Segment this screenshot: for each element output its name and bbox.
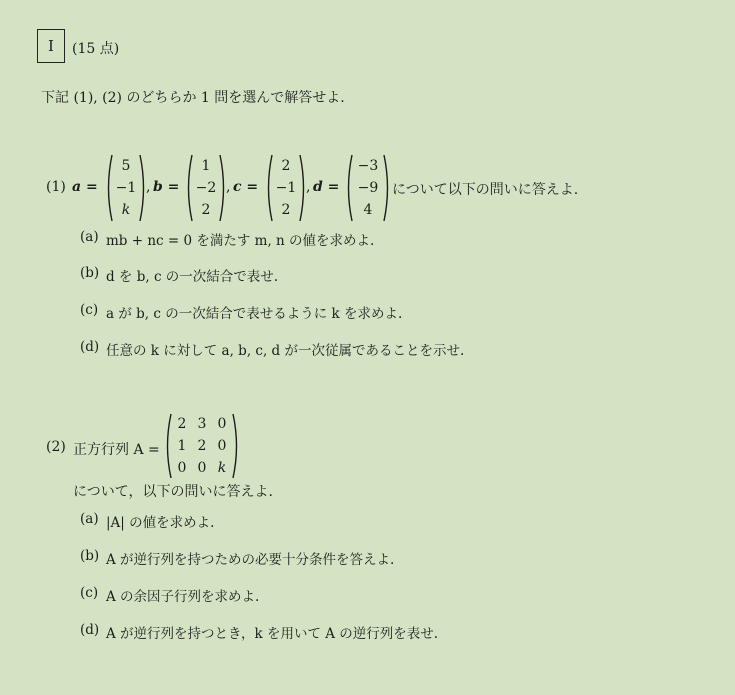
left-paren — [184, 154, 193, 222]
q1-number: (1) — [46, 179, 66, 195]
q2-part-c-label: (c) — [80, 585, 99, 601]
q1-part-b-text: d を b, c の一次結合で表せ. — [106, 269, 279, 285]
vector-b-entry-1: 1 — [201, 158, 211, 174]
q1-part-c-text: a が b, c の一次結合で表せるように k を求めよ. — [106, 306, 403, 322]
vector-d-entry-3: 4 — [363, 202, 373, 218]
matrix-entry-2-1: 1 — [177, 438, 187, 454]
matrix-entry-1-1: 2 — [177, 416, 187, 432]
q1-lead: について以下の問いに答えよ. — [392, 182, 579, 198]
problem-number-box — [37, 29, 65, 63]
left-paren — [264, 154, 273, 222]
problem-number: I — [48, 37, 54, 55]
right-paren — [232, 413, 241, 479]
vector-c-entry-2: −1 — [275, 180, 297, 196]
matrix-entry-1-2: 3 — [197, 416, 207, 432]
q2-part-b-label: (b) — [80, 548, 100, 564]
vector-c-entries — [273, 154, 299, 222]
vector-c — [264, 154, 311, 222]
vector-d-entry-1: −3 — [357, 158, 379, 174]
matrix-column-3 — [212, 413, 232, 479]
points-label: (15 点) — [72, 41, 120, 57]
q1-part-a-label: (a) — [80, 229, 99, 245]
q2-part-a-text: |A| の値を求めよ. — [106, 515, 215, 531]
vector-c-entry-3: 2 — [281, 202, 291, 218]
vector-d-entries — [353, 154, 383, 222]
vector-c-label: c = — [233, 179, 259, 195]
separator-comma: , — [306, 179, 311, 195]
matrix-column-2 — [192, 413, 212, 479]
q1-part-d-text: 任意の k に対して a, b, c, d が一次従属であることを示せ. — [106, 343, 465, 359]
vector-a-entry-1: 5 — [121, 158, 131, 174]
vector-a-entry-3: k — [121, 202, 131, 218]
matrix-entry-1-3: 0 — [217, 416, 227, 432]
separator-comma: , — [146, 179, 151, 195]
matrix-column-1 — [172, 413, 192, 479]
q2-part-a-label: (a) — [80, 511, 99, 527]
left-paren — [163, 413, 172, 479]
matrix-entry-3-3: k — [217, 460, 227, 476]
vector-d-entry-2: −9 — [357, 180, 379, 196]
vector-b-label: b = — [153, 179, 180, 195]
left-paren — [104, 154, 113, 222]
q2-part-d-text: A が逆行列を持つとき，k を用いて A の逆行列を表せ. — [106, 626, 439, 642]
instructions: 下記 (1), (2) のどちらか 1 問を選んで解答せよ. — [41, 90, 345, 106]
q2-lead: について，以下の問いに答えよ. — [73, 484, 273, 500]
q1-part-a-text: mb + nc = 0 を満たす m, n の値を求めよ. — [106, 233, 375, 249]
vector-a-entry-2: −1 — [115, 180, 137, 196]
vector-b — [184, 154, 231, 222]
vector-d — [344, 154, 392, 222]
matrix-entry-2-3: 0 — [217, 438, 227, 454]
q2-number: (2) — [46, 439, 66, 455]
vector-b-entry-2: −2 — [195, 180, 217, 196]
right-paren — [383, 154, 392, 222]
vector-c-entry-1: 2 — [281, 158, 291, 174]
vector-b-entries — [193, 154, 219, 222]
q1-part-c-label: (c) — [80, 302, 99, 318]
matrix-entry-2-2: 2 — [197, 438, 207, 454]
q2-intro: 正方行列 A = — [73, 442, 160, 458]
vector-d-label: d = — [313, 179, 340, 195]
q2-part-c-text: A の余因子行列を求めよ. — [106, 589, 260, 605]
matrix-A — [163, 413, 241, 479]
background-ghost-text-1 — [330, 55, 337, 80]
q2-part-b-text: A が逆行列を持つための必要十分条件を答えよ. — [106, 552, 395, 568]
matrix-entry-3-2: 0 — [197, 460, 207, 476]
vector-a-label: a = — [72, 179, 98, 195]
vector-a-entries — [113, 154, 139, 222]
q1-part-d-label: (d) — [80, 339, 100, 355]
left-paren — [344, 154, 353, 222]
q1-part-b-label: (b) — [80, 265, 100, 281]
vector-b-entry-3: 2 — [201, 202, 211, 218]
separator-comma: , — [226, 179, 231, 195]
matrix-entry-3-1: 0 — [177, 460, 187, 476]
vector-a — [104, 154, 151, 222]
q2-part-d-label: (d) — [80, 622, 100, 638]
